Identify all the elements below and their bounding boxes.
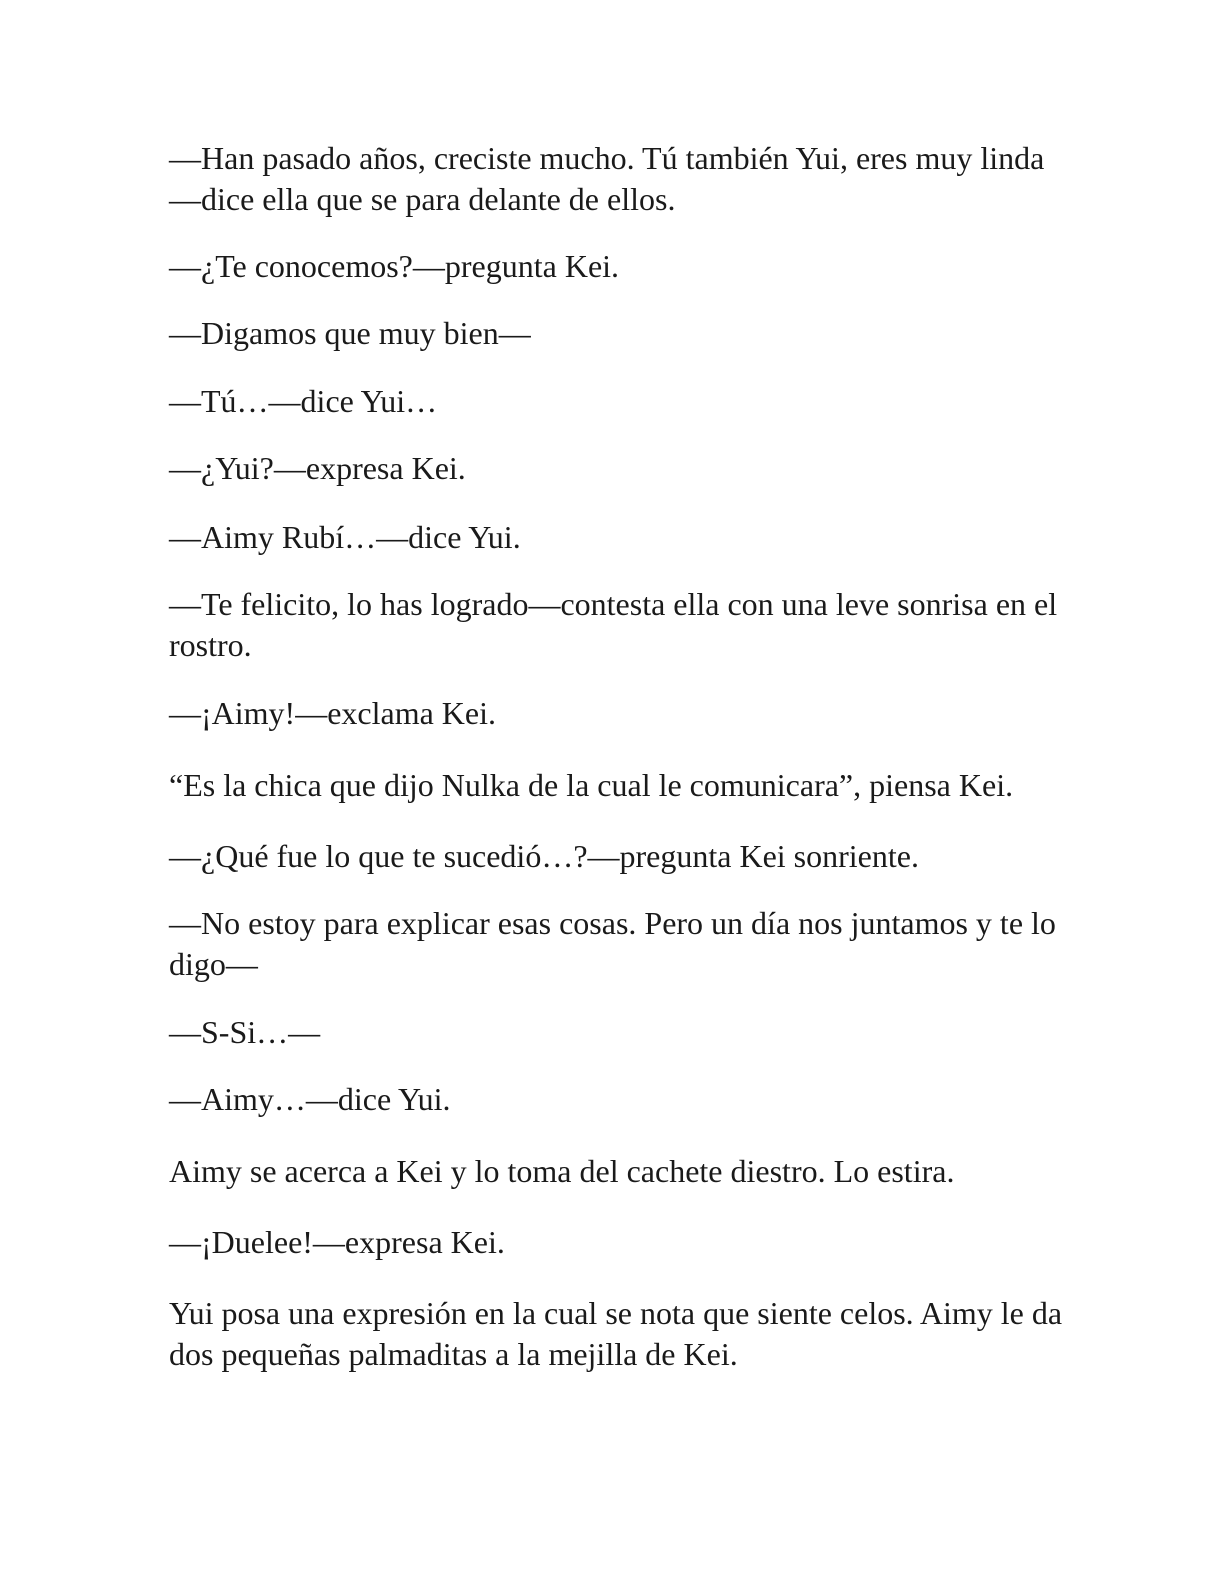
paragraph-12: —S-Si…— <box>169 1014 321 1050</box>
paragraph-11: —No estoy para explicar esas cosas. Pero un día nos juntamos y te lo digo— <box>169 905 1056 982</box>
paragraph-1: —Han pasado años, creciste mucho. Tú también Yui, eres muy linda—dice ella que se para delante de ellos. <box>169 140 1045 217</box>
page-text <box>169 138 1069 1375</box>
paragraph-9: “Es la chica que dijo Nulka de la cual le comunicara”, piensa Kei. <box>169 767 1014 803</box>
paragraph-3: —Digamos que muy bien— <box>169 315 531 351</box>
paragraph-4: —Tú…—dice Yui… <box>169 383 438 419</box>
paragraph-7: —Te felicito, lo has logrado—contesta ella con una leve sonrisa en el rostro. <box>169 586 1058 663</box>
paragraph-8: —¡Aimy!—exclama Kei. <box>169 695 496 731</box>
paragraph-13: —Aimy…—dice Yui. <box>169 1081 451 1117</box>
paragraph-15: —¡Duelee!—expresa Kei. <box>169 1224 505 1260</box>
paragraph-10: —¿Qué fue lo que te sucedió…?—pregunta Kei sonriente. <box>169 838 919 874</box>
paragraph-2: —¿Te conocemos?—pregunta Kei. <box>169 248 620 284</box>
paragraph-16: Yui posa una expresión en la cual se nota que siente celos. Aimy le da dos pequeñas palmaditas a la mejilla de Kei. <box>169 1295 1063 1372</box>
paragraph-5: —¿Yui?—expresa Kei. <box>169 450 466 486</box>
paragraph-6: —Aimy Rubí…—dice Yui. <box>169 519 521 555</box>
paragraph-14: Aimy se acerca a Kei y lo toma del cachete diestro. Lo estira. <box>169 1153 955 1189</box>
